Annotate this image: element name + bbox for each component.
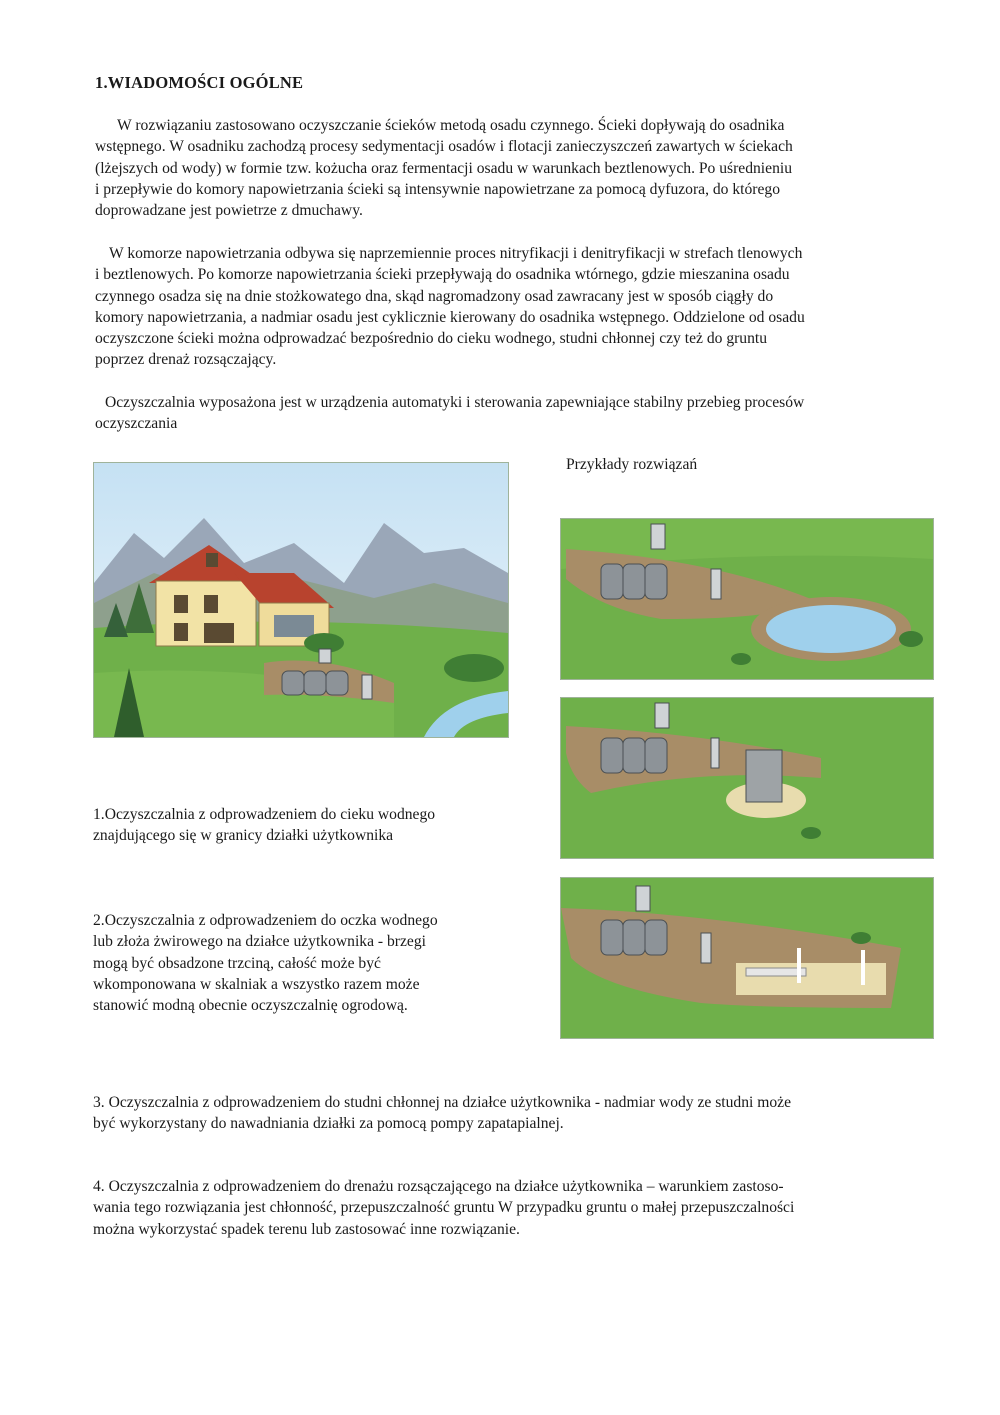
- soakaway-illustration: [560, 697, 934, 859]
- caption-line: znajdującego się w granicy działki użytkownika: [93, 827, 394, 845]
- paragraph-line: komory napowietrzania, a nadmiar osadu jest cyklicznie kierowany do osadnika wstępnego. Oddzielone od osadu: [95, 308, 805, 326]
- paragraph-3: [95, 392, 940, 435]
- caption-1: [93, 804, 435, 847]
- paragraph-line: W rozwiązaniu zastosowano oczyszczanie ścieków metodą osadu czynnego. Ścieki dopływają do osadnika: [117, 117, 785, 134]
- caption-line: 1.Oczyszczalnia z odprowadzeniem do cieku wodnego: [93, 806, 436, 823]
- caption-line: wania tego rozwiązania jest chłonność, przepuszczalność gruntu W przypadku gruntu o małej przepuszczalności: [93, 1199, 795, 1217]
- paragraph-line: doprowadzane jest powietrze z dmuchawy.: [95, 202, 363, 220]
- paragraph-line: W komorze napowietrzania odbywa się naprzemiennie proces nitryfikacji i denitryfikacji w strefach tlenowych: [109, 245, 803, 262]
- caption-3: [93, 1092, 791, 1135]
- caption-line: 4. Oczyszczalnia z odprowadzeniem do drenażu rozsączającego na działce użytkownika – warunkiem zastoso-: [93, 1178, 784, 1195]
- caption-line: 3. Oczyszczalnia z odprowadzeniem do studni chłonnej na działce użytkownika - nadmiar wody ze studni może: [93, 1094, 792, 1111]
- drainage-illustration: [560, 877, 934, 1039]
- caption-line: mogą być obsadzone trzciną, całość może być: [93, 954, 381, 972]
- examples-title: Przykłady rozwiązań: [566, 456, 698, 473]
- house-illustration: [93, 462, 509, 738]
- caption-line: wkomponowana w skalniak a wszystko razem może: [93, 975, 420, 993]
- pond-illustration: [560, 518, 934, 680]
- paragraph-line: poprzez drenaż rozsączający.: [95, 351, 277, 369]
- paragraph-line: i przepływie do komory napowietrzania ścieki są intensywnie napowietrzane za pomocą dyfuzora, do którego: [95, 180, 781, 198]
- paragraph-line: wstępnego. W osadniku zachodzą procesy sedymentacji osadów i flotacji zanieczyszczeń zawartych w ściekach: [95, 138, 793, 156]
- caption-line: stanowić modną obecnie oczyszczalnię ogrodową.: [93, 997, 408, 1015]
- paragraph-2: [95, 243, 940, 371]
- caption-line: można wykorzystać spadek terenu lub zastosować inne rozwiązanie.: [93, 1220, 520, 1238]
- paragraph-line: Oczyszczalnia wyposażona jest w urządzenia automatyki i sterowania zapewniające stabilny przebieg procesów: [105, 394, 805, 411]
- paragraph-1: [95, 115, 940, 221]
- caption-2: [93, 910, 438, 1016]
- paragraph-line: oczyszczania: [95, 415, 178, 433]
- paragraph-line: (lżejszych od wody) w formie tzw. kożucha oraz fermentacji osadu w warunkach beztlenowych. Po uśrednieniu: [95, 159, 792, 177]
- paragraph-line: i beztlenowych. Po komorze napowietrzania ścieki przepływają do osadnika wtórnego, gdzie mieszanina osadu: [95, 266, 790, 284]
- section-heading: 1.WIADOMOŚCI OGÓLNE: [95, 73, 304, 92]
- paragraph-line: czynnego osadza się na dnie stożkowatego dna, skąd nagromadzony osad zawracany jest w sposób ciągły do: [95, 287, 774, 305]
- caption-4: [93, 1176, 794, 1240]
- paragraph-line: oczyszczone ścieki można odprowadzać bezpośrednio do cieku wodnego, studni chłonnej czy też do gruntu: [95, 330, 768, 348]
- caption-line: być wykorzystany do nawadniania działki za pomocą pompy zapatapialnej.: [93, 1115, 564, 1133]
- caption-line: 2.Oczyszczalnia z odprowadzeniem do oczka wodnego: [93, 912, 438, 929]
- caption-line: lub złoża żwirowego na działce użytkownika - brzegi: [93, 933, 426, 951]
